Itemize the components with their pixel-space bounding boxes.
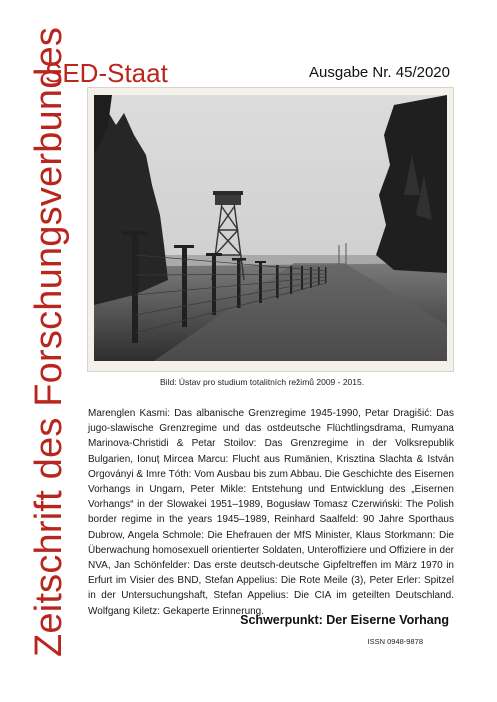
issn-number: ISSN 0948-9878 xyxy=(367,637,423,646)
focus-topic: Schwerpunkt: Der Eiserne Vorhang xyxy=(240,613,449,627)
issue-number: Ausgabe Nr. 45/2020 xyxy=(309,64,450,81)
border-fence-photo xyxy=(94,95,447,361)
cover-photo xyxy=(88,88,453,371)
series-title: SED-Staat xyxy=(45,58,168,88)
photo-caption: Bild: Ústav pro studium totalitních režimů 2009 - 2015. xyxy=(160,377,365,387)
contents-text: Marenglen Kasmi: Das albanische Grenzregime 1945-1990, Petar Dragišić: Das jugo-slawische Grenzregime und das ostdeutsche Flüchtlingsdrama, Rumyana Marinova-Christidi & Petar Stoilov: Das Grenzregime in der Volksrepublik Bulgarien, Ionuț Mircea Marcu: Flucht aus Rumänien, Krisztina Slachta & István Orgoványi & Imre Tóth: Vom Ausbau bis zum Abbau. Die Geschichte des Eisernen Vorhangs in Ungarn, Peter Mikle: Entstehung und Entwicklung des „Eisernen Vorhangs“ in der Slowakei 1951–1989, Bogusław Tomasz Czerwiński: The Polish border regime in the years 1945–1989, Reinhard Saalfeld: 90 Jahre Sporthaus Dubrow, Angela Schmole: Die Ehefrauen der MfS Minister, Klaus Storkmann: Die Überwachung homosexuell orientierter Soldaten, Unteroffiziere und Offiziere in der NVA, Jan Schönfelder: Das erste deutsch-deutsche Gipfeltreffen im März 1970 in Erfurt im Visier des BND, Stefan Appelius: Die Rote Meile (3), Peter Erler: Spitzel in der Untersuchungshaft, Stefan Appelius: Die CIA im geteilten Deutschland. Wolfgang Kiletz: Gekaperte Erinnerung. xyxy=(88,408,454,617)
journal-title-vertical: Zeitschrift des Forschungsverbundes xyxy=(28,26,70,657)
